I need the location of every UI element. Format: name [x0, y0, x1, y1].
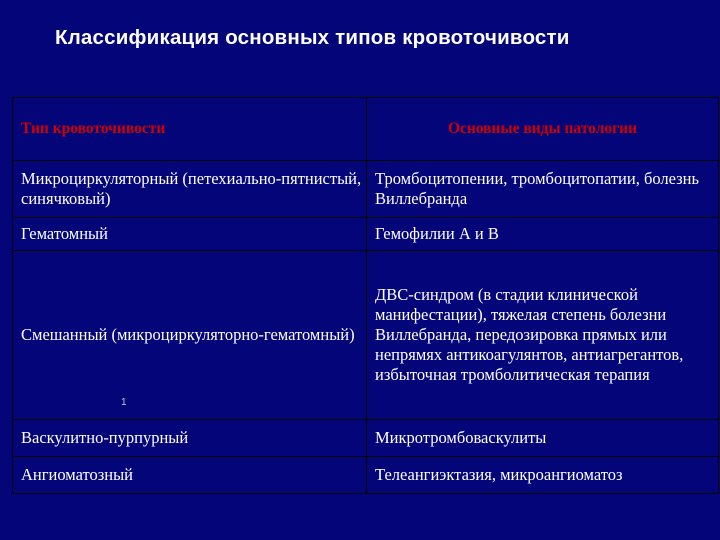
bleeding-type-cell: Васкулитно-пурпурный	[13, 420, 367, 457]
stray-mark: 1	[121, 397, 127, 408]
bleeding-type-cell: Смешанный (микроциркуляторно-гематомный)	[13, 251, 367, 420]
bleeding-type-cell: Гематомный	[13, 218, 367, 251]
pathology-cell: Телеангиэктазия, микроангиоматоз	[367, 457, 719, 494]
slide-title: Классификация основных типов кровоточивости	[55, 26, 570, 49]
table-row	[13, 420, 719, 457]
pathology-cell: Тромбоцитопении, тромбоцитопатии, болезнь Виллебранда	[367, 161, 719, 218]
header-bleeding-type: Тип кровоточивости	[13, 98, 367, 161]
table-row	[13, 218, 719, 251]
bleeding-type-cell: Ангиоматозный	[13, 457, 367, 494]
table-row	[13, 457, 719, 494]
table-header-row	[13, 98, 719, 161]
pathology-cell: ДВС-синдром (в стадии клинической манифестации), тяжелая степень болезни Виллебранда, передозировка прямых или непрямях антикоагулянтов, антиагрегантов, избыточная тромболитическая терапия	[367, 251, 719, 420]
table-row	[13, 251, 719, 420]
header-pathology-types: Основные виды патологии	[367, 98, 719, 161]
pathology-cell: Микротромбоваскулиты	[367, 420, 719, 457]
pathology-cell: Гемофилии А и В	[367, 218, 719, 251]
bleeding-type-cell: Микроциркуляторный (петехиально-пятнистый, синячковый)	[13, 161, 367, 218]
table-row	[13, 161, 719, 218]
classification-table	[12, 97, 719, 494]
